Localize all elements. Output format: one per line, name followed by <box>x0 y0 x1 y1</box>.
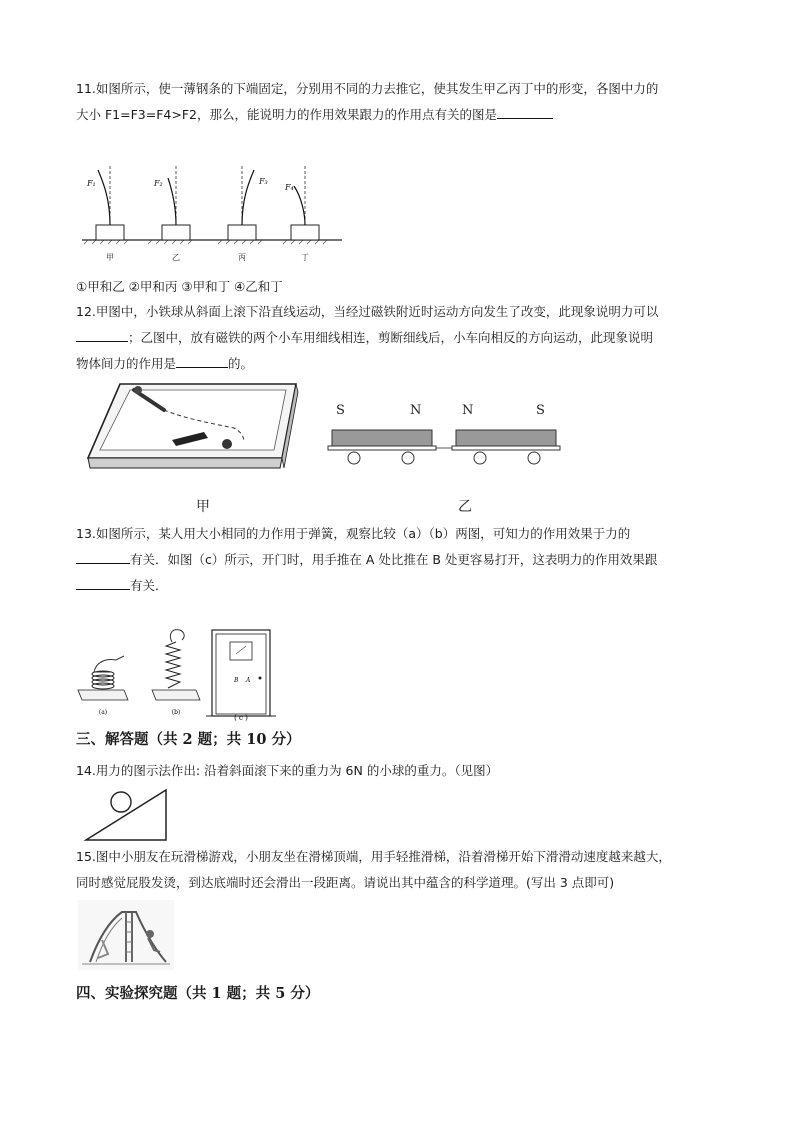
q12-answer-blank-1[interactable] <box>76 329 128 342</box>
q11-answer-blank[interactable] <box>497 106 553 119</box>
magnet-right-n: N <box>462 403 474 418</box>
q13-line1: 13.如图所示，某人用大小相同的力作用于弹簧，观察比较（a）（b）两图，可知力的作用效果于力的 <box>76 526 631 541</box>
q15-line1: 15.图中小朋友在玩滑梯游戏，小朋友坐在滑梯顶端，用手轻推滑梯，沿着滑梯开始下滑滑动速度越来越大， <box>76 849 671 864</box>
section-3-heading: 三、解答题（共 2 题；共 10 分） <box>76 731 301 748</box>
q13-answer-blank-2[interactable] <box>76 577 130 590</box>
q15-line2: 同时感觉屁股发烫，到达底端时还会滑出一段距离。请说出其中蕴含的科学道理。(写出 3 点即可) <box>76 875 615 890</box>
q12-figure-yi <box>324 398 568 478</box>
q11-options: ①甲和乙 ②甲和丙 ③甲和丁 ④乙和丁 <box>76 279 283 294</box>
q13-line2: 有关．如图（c）所示，开门时，用手推在 A 处比推在 B 处更容易打开，这表明力的作用效果跟 <box>76 551 657 569</box>
q11-figure <box>78 160 348 268</box>
q13-line3: 有关． <box>76 577 168 595</box>
fig-label-a: (a) <box>98 709 108 716</box>
q15-figure-slide <box>78 900 174 970</box>
q12-answer-blank-2[interactable] <box>176 355 228 368</box>
fig-label-c: ( c ) <box>234 714 248 722</box>
q12-line1: 12.甲图中，小铁球从斜面上滚下沿直线运动，当经过磁铁附近时运动方向发生了改变，此现象说明力可以 <box>76 304 659 319</box>
q14-figure-incline <box>84 784 170 844</box>
fig-label-jia: 甲 <box>106 253 114 262</box>
force-label-f3: F₃ <box>259 177 268 186</box>
door-label-b: B <box>234 677 239 684</box>
fig-label-bing: 丙 <box>238 253 246 262</box>
section-4-heading: 四、实验探究题（共 1 题；共 5 分） <box>76 985 320 1002</box>
q12-line3: 物体间力的作用是 的。 <box>76 356 254 371</box>
q11-line2: 大小 F1=F3=F4>F2，那么，能说明力的作用效果跟力的作用点有关的图是 <box>76 106 553 124</box>
magnet-left-n: N <box>410 403 422 418</box>
q13-figure <box>76 626 282 722</box>
door-label-a: A <box>246 677 251 684</box>
magnet-right-s: S <box>536 403 545 418</box>
q14-text: 14.用力的图示法作出: 沿着斜面滚下来的重力为 6N 的小球的重力。（见图） <box>76 763 499 778</box>
q12-label-yi: 乙 <box>458 499 472 515</box>
q12-label-jia: 甲 <box>196 499 210 515</box>
fig-label-ding: 丁 <box>301 253 309 262</box>
force-label-f1: F₁ <box>87 179 96 188</box>
magnet-left-s: S <box>336 403 345 418</box>
q11-line1: 11.如图所示，使一薄钢条的下端固定，分别用不同的力去推它，使其发生甲乙丙丁中的形变，各图中力的 <box>76 81 659 96</box>
force-label-f2: F₂ <box>154 179 163 188</box>
q12-line2: ；乙图中，放有磁铁的两个小车用细线相连，剪断细线后，小车向相反的方向运动，此现象说明 <box>76 329 653 347</box>
fig-label-b: (b) <box>171 709 181 716</box>
fig-label-yi: 乙 <box>172 253 180 262</box>
force-label-f4: F₄ <box>285 183 294 192</box>
q13-answer-blank-1[interactable] <box>76 551 130 564</box>
q12-figure-jia <box>84 376 304 476</box>
